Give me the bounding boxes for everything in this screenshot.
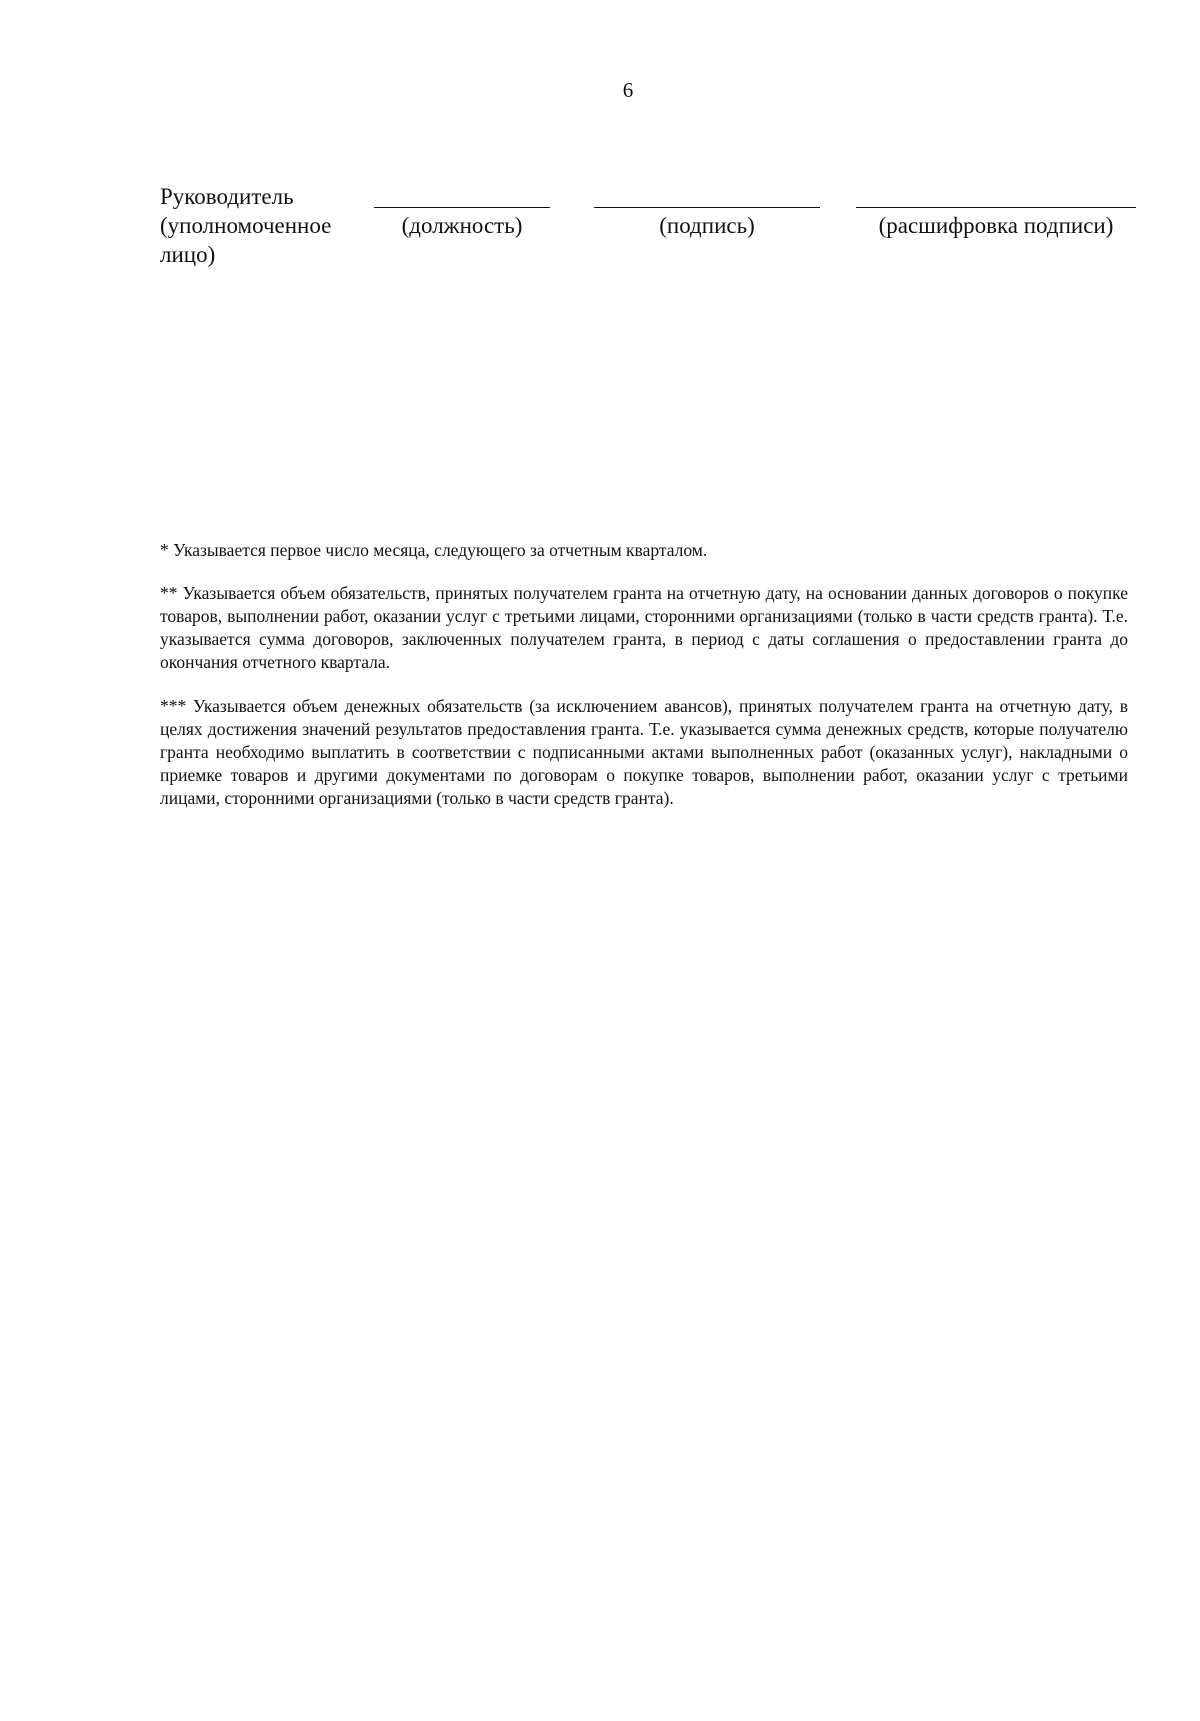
signatory-role: Руководитель (уполномоченное лицо) — [160, 184, 332, 267]
page-number: 6 — [622, 78, 634, 102]
footnotes — [160, 539, 1128, 831]
position-line — [374, 207, 550, 208]
signature-caption: (подпись) — [659, 213, 755, 238]
footnote-2: ** Указывается объем обязательств, принятых получателем гранта на отчетную дату, на основании данных договоров о покупке товаров, выполнении работ, оказании услуг с третьими лицами, сторонними организациями (только в части средств гранта). Т.е. указывается сумма договоров, заключенных получателем гранта, в период с даты соглашения о предоставлении гранта до окончания отчетного квартала. — [160, 583, 1128, 672]
signature-decoding-field — [856, 207, 1136, 240]
signature-block — [160, 182, 1140, 272]
signature-field — [594, 207, 820, 240]
footnote-3: *** Указывается объем денежных обязательств (за исключением авансов), принятых получателем гранта на отчетную дату, в целях достижения значений результатов предоставления гранта. Т.е. указывается сумма денежных средств, которые получателю гранта необходимо выплатить в соответствии с подписанными актами выполненных работ (оказанных услуг), накладными о приемке товаров и другими документами по договорам о покупке товаров, выполнении работ, оказании услуг с третьими лицами, сторонними организациями (только в части средств гранта). — [160, 696, 1128, 808]
signature-decoding-caption: (расшифровка подписи) — [878, 213, 1114, 238]
position-field — [374, 207, 550, 240]
signature-decoding-line — [856, 207, 1136, 208]
footnote-1: * Указывается первое число месяца, следующего за отчетным кварталом. — [160, 540, 708, 560]
signature-line — [594, 207, 820, 208]
position-caption: (должность) — [401, 213, 523, 238]
